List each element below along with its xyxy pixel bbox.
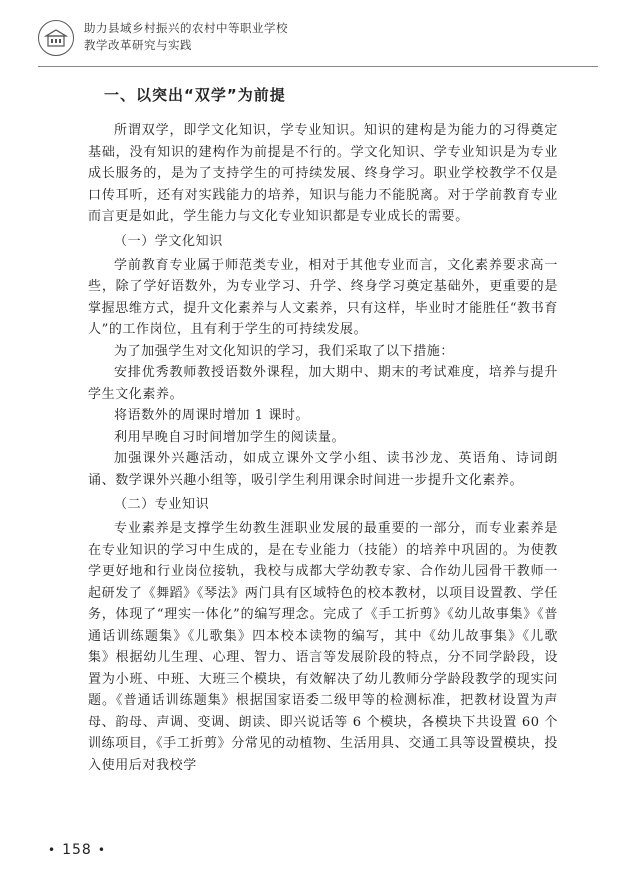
paragraph: 加强课外兴趣活动，如成立课外文学小组、读书沙龙、英语角、诗词朗诵、数学课外兴趣小组等，吸引学生利用课余时间进一步提升文化素养。	[88, 451, 558, 488]
section-title: 一、以突出“双学”为前提	[104, 86, 286, 104]
header-text	[84, 20, 288, 54]
paragraph: 将语数外的周课时增加 1 课时。	[114, 408, 310, 423]
paragraph: 利用早晚自习时间增加学生的阅读量。	[114, 429, 346, 445]
subsection-title-culture: （一）学文化知识	[114, 233, 223, 249]
bullet-icon: •	[97, 843, 106, 857]
header-line1: 助力县域乡村振兴的农村中等职业学校	[84, 21, 288, 35]
header-rule	[38, 66, 598, 67]
paragraph: 为了加强学生对文化知识的学习，我们采取了以下措施：	[114, 343, 455, 359]
paragraph: 所谓双学，即学文化知识，学专业知识。知识的建构是为能力的习得奠定基础，没有知识的建构作为前提是不行的。学文化知识、学专业知识是为专业成长服务的，是为了支持学生的可持续发展、终身学习。职业学校教学不仅是口传耳听，还有对实践能力的培养，知识与能力不能脱离。对于学前教育专业而言更是如此，学生能力与文化专业知识都是专业成长的需要。	[88, 123, 558, 224]
bullet-icon: •	[48, 843, 57, 857]
page-number-text: 158	[62, 842, 92, 858]
header-line2: 教学改革研究与实践	[84, 38, 192, 52]
page-number	[42, 842, 112, 858]
subsection-title-professional: （二）专业知识	[114, 497, 210, 512]
page-body	[88, 84, 558, 776]
paragraph: 专业素养是支撑学生幼教生涯职业发展的最重要的一部分，而专业素养是在专业知识的学习中生成的，是在专业能力（技能）的培养中巩固的。为使教学更好地和行业岗位接轨，我校与成都大学幼教专家、合作幼儿园骨干教师一起研发了《舞蹈》《琴法》两门具有区域特色的校本教材，以项目设置教、学任务，体现了“理实一体化”的编写理念。完成了《手工折剪》《幼儿故事集》《普通话训练题集》《儿歌集》四本校本读物的编写，其中《幼儿故事集》《儿歌集》根据幼儿生理、心理、智力、语言等发展阶段的特点，分不同学龄段，设置为小班、中班、大班三个模块，有效解决了幼儿教师分学龄段教学的现实问题。《普通话训练题集》根据国家语委二级甲等的检测标准，把教材设置为声母、韵母、声调、变调、朗读、即兴说话等 6 个模块，各模块下共设置 60 个训练项目，《手工折剪》分常见的动植物、生活用具、交通工具等设置模块，投入使用后对我校学	[88, 521, 558, 773]
school-logo-icon	[38, 20, 74, 56]
paragraph: 安排优秀教师教授语数外课程，加大期中、期末的考试难度，培养与提升学生文化素养。	[88, 365, 558, 402]
paragraph: 学前教育专业属于师范类专业，相对于其他专业而言，文化素养要求高一些，除了学好语数外，为专业学习、升学、终身学习奠定基础外，更重要的是掌握思维方式，提升文化素养与人文素养，只有这样，毕业时才能胜任“教书育人”的工作岗位，且有利于学生的可持续发展。	[88, 257, 558, 337]
running-header	[38, 18, 598, 62]
